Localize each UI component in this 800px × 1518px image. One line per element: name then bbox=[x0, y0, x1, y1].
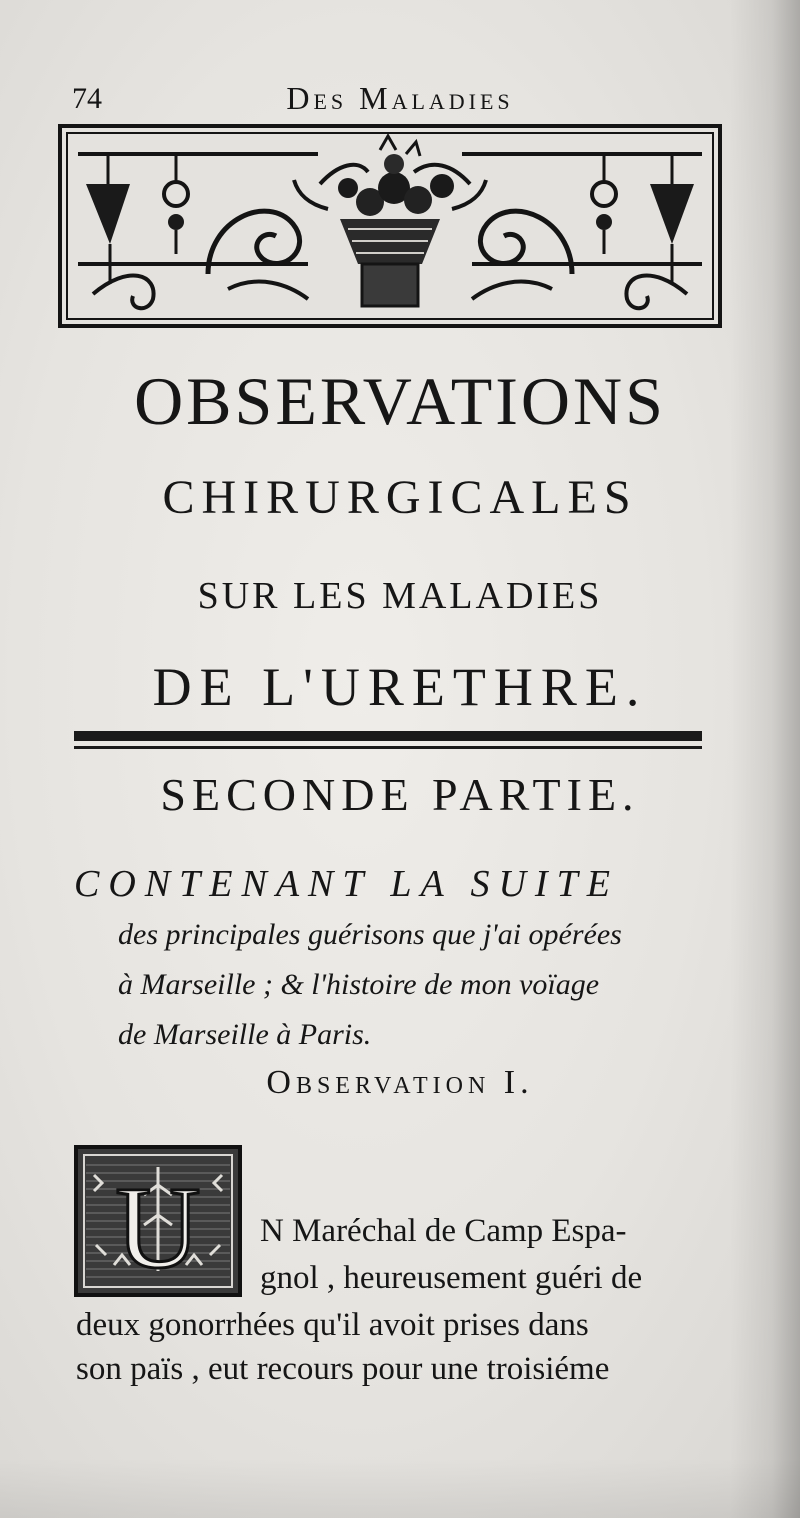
body-text-line-4: son païs , eut recours pour une troisiéme bbox=[76, 1351, 610, 1387]
double-rule-thin bbox=[74, 746, 702, 749]
ornamental-headpiece-icon bbox=[58, 124, 722, 328]
title-line-1: OBSERVATIONS bbox=[134, 363, 666, 439]
part-heading: SECONDE PARTIE. bbox=[160, 769, 640, 820]
page-number: 74 bbox=[72, 82, 102, 115]
dropcap-letter: U bbox=[115, 1162, 201, 1293]
decorated-initial-u-icon bbox=[74, 1145, 242, 1297]
body-text-line-3: deux gonorrhées qu'il avoit prises dans bbox=[76, 1307, 589, 1343]
page-bottom-shadow bbox=[0, 1458, 800, 1518]
title-line-4: DE L'URETHRE. bbox=[152, 657, 648, 717]
subtitle-lead: CONTENANT LA SUITE bbox=[74, 863, 619, 905]
subtitle-line-3: de Marseille à Paris. bbox=[118, 1018, 372, 1051]
observation-heading: Observation I. bbox=[266, 1064, 534, 1101]
subtitle-line-1: des principales guérisons que j'ai opérées bbox=[118, 918, 622, 951]
page-edge-shadow bbox=[730, 0, 800, 1518]
body-text-line-1: N Maréchal de Camp Espa- bbox=[260, 1213, 627, 1249]
title-line-3: SUR LES MALADIES bbox=[197, 575, 603, 617]
double-rule-thick bbox=[74, 731, 702, 741]
body-text-line-2: gnol , heureusement guéri de bbox=[260, 1260, 643, 1296]
subtitle-line-2: à Marseille ; & l'histoire de mon voïage bbox=[118, 968, 600, 1001]
title-line-2: CHIRURGICALES bbox=[162, 471, 638, 524]
running-head: Des Maladies bbox=[286, 80, 514, 116]
subtitle-description bbox=[118, 910, 733, 1060]
